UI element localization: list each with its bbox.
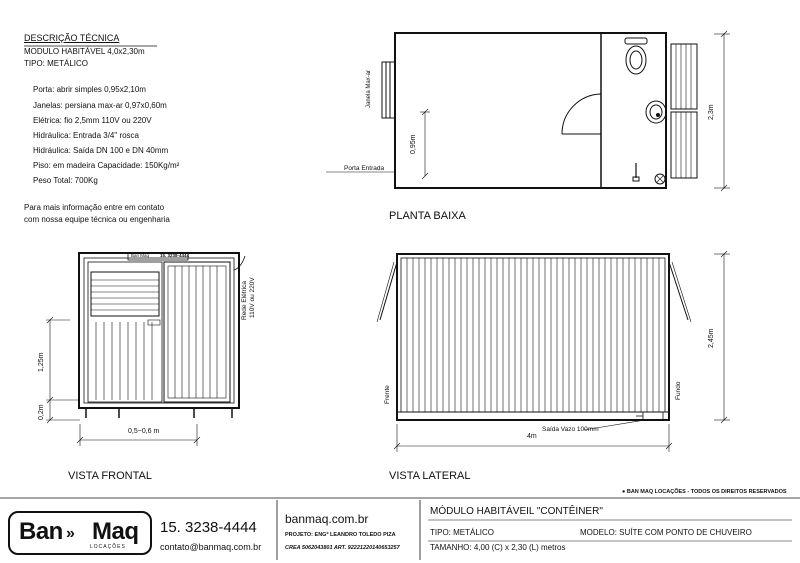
front-view [46, 253, 245, 446]
logo-word-maq: Maq [92, 518, 139, 545]
footer-type: TIPO: METÁLICO [430, 528, 495, 537]
front-title: VISTA FRONTAL [68, 470, 152, 482]
spec-item: Piso: em madeira Capacidade: 150Kg/m² [33, 161, 180, 170]
spec-item: Elétrica: fio 2,5mm 110V ou 220V [33, 116, 152, 125]
dim-spacing: 0,5~0,6 m [128, 428, 160, 435]
spec-item: Hidráulica: Saída DN 100 e DN 40mm [33, 146, 169, 155]
plan-title: PLANTA BAIXA [389, 210, 466, 222]
spec-item: Peso Total: 700Kg [33, 176, 98, 185]
sign-brand: Ban Maq [131, 253, 150, 258]
spec-item: Porta: abrir simples 0,95x2,10m [33, 85, 146, 94]
window-label: Janela Max-ar [366, 69, 372, 108]
footer-email: contato@banmaq.com.br [160, 542, 262, 552]
front-label: Frente [384, 385, 391, 404]
electric-label-voltage: 110V ou 220V [249, 277, 256, 318]
rights-notice: ● BAN MAQ LOCAÇÕES - TODOS OS DIREITOS RESERVADOS [622, 489, 787, 495]
back-label: Fundo [675, 381, 682, 400]
side-view [377, 251, 730, 452]
spec-module: MODULO HABITÁVEL 4,0x2,30m [24, 47, 145, 56]
logo-subtitle: LOCAÇÕES [90, 544, 126, 550]
footer-title: MÓDULO HABITÁVEIL "CONTÊINER" [430, 506, 603, 517]
footer-size: TAMANHO: 4,00 (C) x 2,30 (L) metros [430, 543, 566, 552]
dim-door: 0,95m [410, 134, 417, 154]
dim-width: 2,3m [708, 104, 715, 120]
logo-arrow-icon: » [66, 525, 75, 542]
side-title: VISTA LATERAL [389, 470, 471, 482]
footer-project: PROJETO: ENGº LEANDRO TOLEDO PIZA [285, 532, 396, 538]
footer-website: banmaq.com.br [285, 512, 369, 526]
dim-length: 4m [527, 433, 537, 440]
dim-height-side: 2,45m [708, 328, 715, 348]
contact-note: com nossa equipe técnica ou engenharia [24, 215, 170, 224]
logo-word-ban: Ban [19, 518, 63, 545]
spec-item: Hidráulica: Entrada 3/4" rosca [33, 131, 140, 140]
banmaq-logo [8, 511, 152, 555]
door-label: Porta Entrada [344, 165, 385, 172]
footer-model: MODELO: SUÍTE COM PONTO DE CHUVEIRO [580, 528, 752, 537]
footer-phone: 15. 3238-4444 [160, 519, 257, 536]
spec-heading: DESCRIÇÃO TÉCNICA [24, 33, 120, 43]
contact-note: Para mais informação entre em contato [24, 203, 165, 212]
spec-type: TIPO: METÁLICO [24, 59, 89, 68]
sign-phone: 15. 3238-4444 [160, 253, 190, 258]
footer-crea: CREA 5062043801 ART. 92221220140653257 [285, 545, 400, 551]
spec-item: Janelas: persiana max-ar 0,97x0,60m [33, 101, 167, 110]
dim-height-front: 1,25m [38, 352, 45, 372]
floor-plan [326, 31, 730, 191]
drain-label: Saída Vazo 100mm [542, 426, 599, 433]
electric-label: Rede Elétrica [241, 280, 248, 320]
dim-base: 0,2m [38, 404, 45, 420]
